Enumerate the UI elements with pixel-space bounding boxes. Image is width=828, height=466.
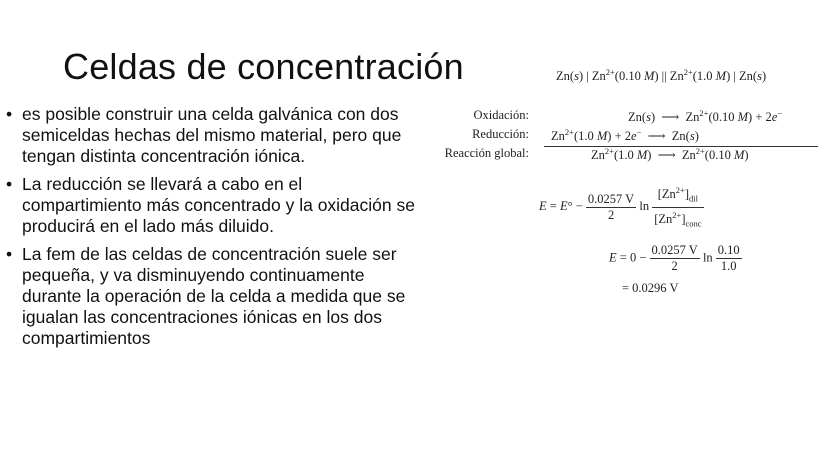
reaction-equation: $Zn^{2+}(1.0$ M) + 2e− ⟶ Zn(s): [551, 127, 699, 144]
bullet-icon: •: [6, 104, 13, 124]
nernst-equation-general: [539, 183, 704, 231]
bullet-text: es posible construir una celda galvánica con dos semiceldas hechas del mismo material, pero que tengan distinta concentración iónica.: [22, 104, 402, 166]
nernst-coefficient: [650, 243, 700, 274]
coefficient-denominator: 2: [671, 259, 678, 273]
reaction-equation: $Zn^{2+}(1.0$ M) ⟶ $Zn^{2+}(0.10$ M): [591, 146, 749, 163]
bullet-icon: •: [6, 174, 13, 194]
reaction-label: Reacción global:: [444, 146, 529, 160]
bullet-item: [6, 174, 424, 237]
reaction-equation: Zn(s) ⟶ $Zn^{2+}(0.10$ M) + 2e−: [628, 108, 783, 125]
bullet-item: [6, 104, 424, 167]
ratio-denominator: 1.0: [720, 259, 737, 273]
reaction-row-global: [443, 146, 819, 165]
bullet-text: La reducción se llevará a cabo en el compartimiento más concentrado y la oxidación se producirá en el lado más diluido.: [22, 174, 415, 236]
reaction-row-reduction: [443, 127, 819, 146]
concentration-ratio: [652, 183, 703, 231]
concentration-ratio: [716, 243, 742, 274]
reaction-label: Oxidación:: [473, 108, 529, 122]
bullet-list: [6, 104, 424, 356]
coefficient-numerator: 0.0257 V: [587, 191, 635, 206]
bullet-item: [6, 244, 424, 349]
ln-operator: ln: [702, 250, 713, 265]
coefficient-denominator: 2: [607, 207, 615, 222]
bullet-icon: •: [6, 244, 13, 264]
nernst-coefficient: [586, 192, 636, 223]
nernst-equation-applied: [609, 243, 742, 274]
nernst-lhs: E = E° −: [539, 199, 583, 214]
reaction-row-oxidation: [443, 108, 819, 127]
reaction-table: [443, 108, 819, 165]
slide-title: Celdas de concentración: [63, 46, 464, 87]
ratio-denominator: $[Zn^{2+}]_{conc}$: [654, 209, 702, 229]
reaction-label: Reducción:: [472, 127, 529, 141]
coefficient-numerator: 0.0257 V: [651, 243, 698, 257]
cell-notation: [556, 67, 766, 84]
bullet-text: La fem de las celdas de concentración suele ser pequeña, y va disminuyendo continuamente durante la operación de la celda a medida que se igualan las concentraciones iónicas en los dos compartimientos: [22, 244, 406, 348]
nernst-lhs: E = 0 −: [609, 250, 647, 265]
emf-result: = 0.0296 V: [622, 281, 679, 295]
ln-operator: ln: [639, 199, 650, 214]
ratio-numerator: $[Zn^{2+}]_{dil}$: [652, 183, 703, 208]
cell-notation-text: Zn(s) | $Zn^{2+}(0.10$ M) || $Zn^{2+}(1.0$ M) | Zn(s): [556, 67, 767, 84]
ratio-numerator: 0.10: [717, 243, 740, 257]
